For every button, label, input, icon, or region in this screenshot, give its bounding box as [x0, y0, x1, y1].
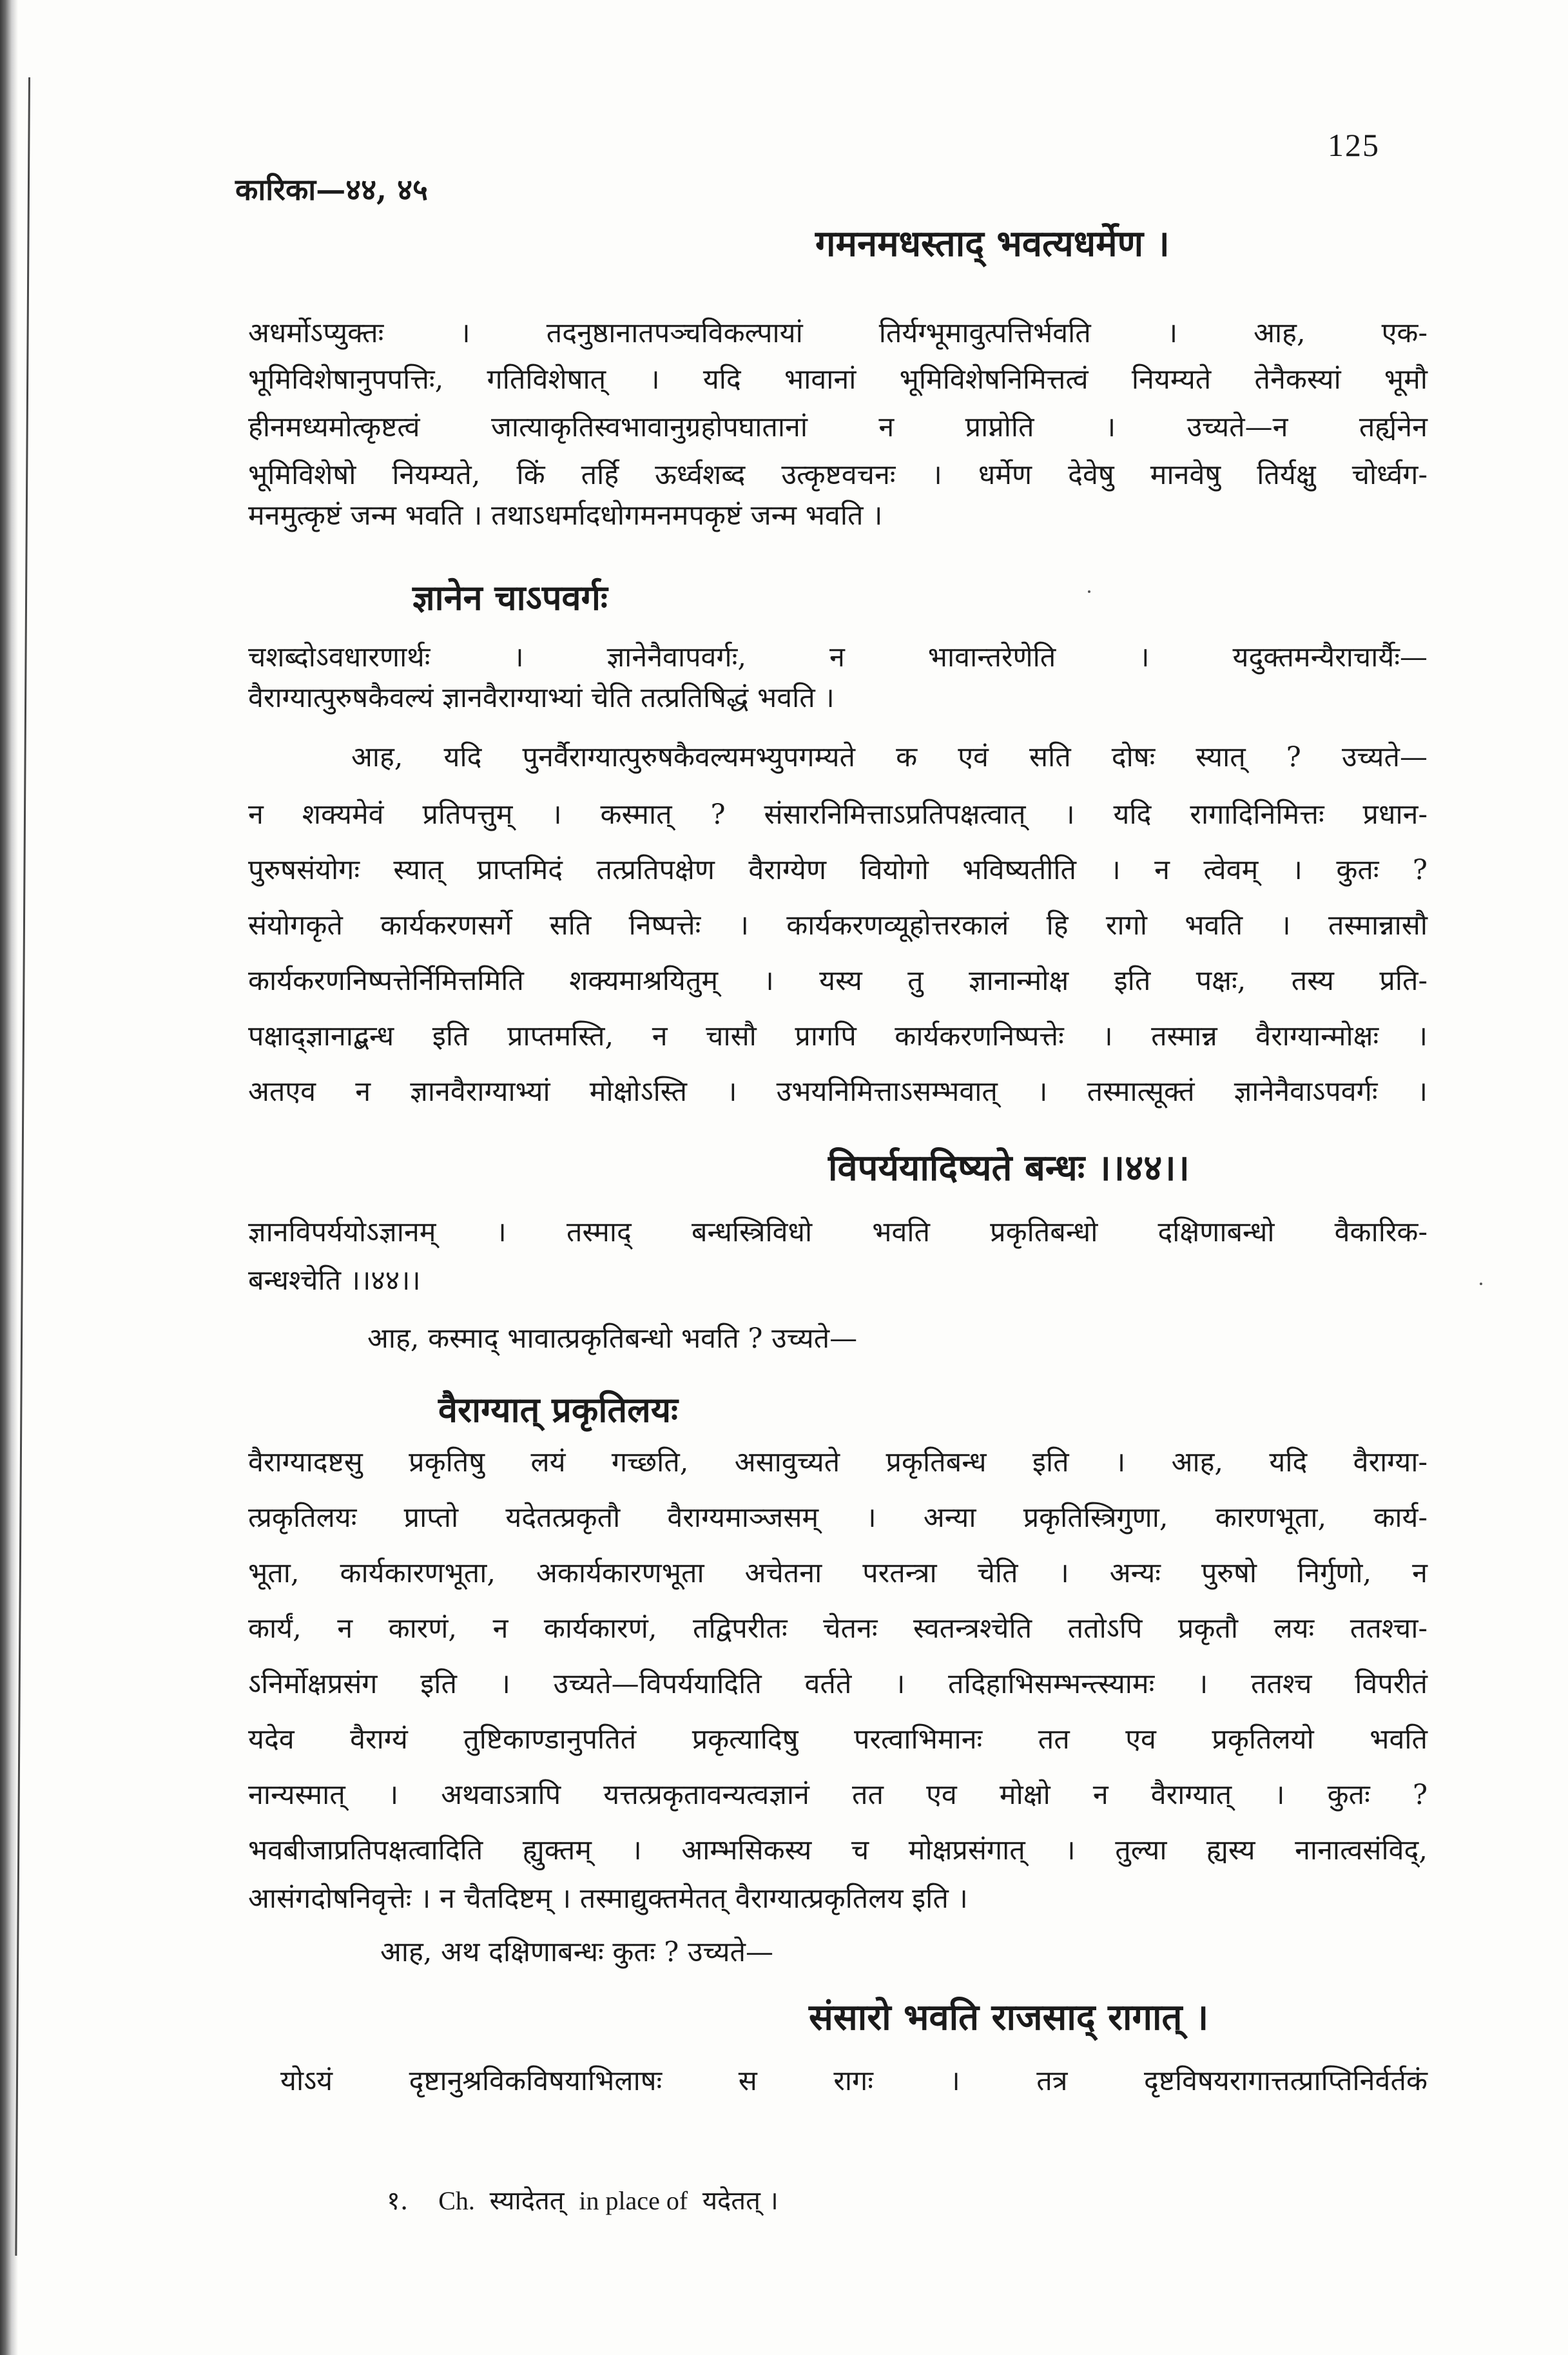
para-6-line-4: कार्यं, न कारणं, न कार्यकारणं, तद्विपरीतः चेतनः स्वतन्त्रश्चेति ततोऽपि प्रकृतौ लयः ततश्चा-	[248, 1613, 1428, 1645]
footnote-original: यदेतत् ।	[702, 2186, 779, 2216]
para-1-line-4: भूमिविशेषो नियम्यते, किं तर्हि ऊर्ध्वशब्द उत्कृष्टवचनः । धर्मेण देवेषु मानवेषु तिर्यक्षु चोर्ध्वग-	[248, 459, 1428, 491]
para-6-line-8: भवबीजाप्रतिपक्षत्वादिति ह्युक्तम् । आम्भसिकस्य च मोक्षप्रसंगात् । तुल्या ह्यस्य नानात्वसंविद्,	[248, 1834, 1428, 1866]
para-3-line-3: पुरुषसंयोगः स्यात् प्राप्तमिदं तत्प्रतिपक्षेण वैराग्येण वियोगो भविष्यतीति । न त्वेवम् । कुतः ?	[248, 854, 1428, 886]
running-header: कारिका—४४, ४५	[235, 172, 428, 207]
footnote-reading: स्यादेतत्	[489, 2186, 565, 2216]
para-2-line-1: चशब्दोऽवधारणार्थः । ज्ञानेनैवापवर्गः, न भावान्तरेणेति । यदुक्तमन्यैराचार्यैः—	[248, 641, 1428, 674]
para-5: आह, कस्माद् भावात्प्रकृतिबन्धो भवति ? उच्यते—	[367, 1323, 858, 1355]
para-1-line-3: हीनमध्यमोत्कृष्टत्वं जात्याकृतिस्वभावानुग्रहोपघातानां न प्राप्नोति । उच्यते—न तर्ह्यनेन	[248, 411, 1428, 443]
binding-edge	[0, 0, 18, 2355]
para-3-line-2: न शक्यमेवं प्रतिपत्तुम् । कस्मात् ? संसारनिमित्ताऽप्रतिपक्षत्वात् । यदि रागादिनिमित्तः प्रधान-	[248, 799, 1428, 831]
para-1-line-1: अधर्मोऽप्युक्तः । तदनुष्ठानातपञ्चविकल्पायां तिर्यग्भूमावुत्पत्तिर्भवति । आह, एक-	[248, 317, 1428, 349]
para-6-line-6: यदेव वैराग्यं तुष्टिकाण्डानुपतितं प्रकृत्यादिषु परत्वाभिमानः तत एव प्रकृतिलयो भवति	[248, 1723, 1428, 1756]
verse-gamanam: गमनमधस्ताद् भवत्यधर्मेण ।	[815, 222, 1170, 265]
para-1-line-5: मनमुत्कृष्टं जन्म भवति । तथाऽधर्मादधोगमनमपकृष्टं जन्म भवति ।	[248, 499, 883, 532]
verse-viparyayat: विपर्ययादिष्यते बन्धः ।।४४।।	[828, 1147, 1190, 1189]
page-number: 125	[1328, 127, 1380, 163]
verse-jnanena: ज्ञानेन चाऽपवर्गः	[412, 577, 608, 618]
footnote-phrase: in place of	[579, 2186, 688, 2215]
para-6-line-5: ऽनिर्मोक्षप्रसंग इति । उच्यते—विपर्ययादिति वर्तते । तदिहाभिसम्भन्त्स्यामः । ततश्च विपरीतं	[248, 1668, 1428, 1700]
para-6-line-2: त्प्रकृतिलयः प्राप्तो यदेतत्प्रकृतौ वैराग्यमाञ्जसम् । अन्या प्रकृतिस्त्रिगुणा, कारणभूता, कार्य-	[248, 1502, 1428, 1534]
scan-speck	[1480, 1283, 1482, 1285]
verse-vairagyat: वैराग्यात् प्रकृतिलयः	[438, 1389, 678, 1430]
para-8: योऽयं दृष्टानुश्रविकविषयाभिलाषः स रागः । तत्र दृष्टविषयरागात्तत्प्राप्तिनिर्वर्तकं	[280, 2065, 1428, 2097]
para-6-line-3: भूता, कार्यकारणभूता, अकार्यकारणभूता अचेतना परतन्त्रा चेति । अन्यः पुरुषो निर्गुणो, न	[248, 1557, 1428, 1589]
para-6-line-1: वैराग्यादष्टसु प्रकृतिषु लयं गच्छति, असावुच्यते प्रकृतिबन्ध इति । आह, यदि वैराग्या-	[248, 1446, 1428, 1478]
para-7: आह, अथ दक्षिणाबन्धः कुतः ? उच्यते—	[380, 1936, 774, 1968]
para-3-line-7: अतएव न ज्ञानवैराग्याभ्यां मोक्षोऽस्ति । उभयनिमित्ताऽसम्भवात् । तस्मात्सूक्तं ज्ञानेनैवाऽपवर्गः ।	[248, 1076, 1428, 1108]
footnote-source: Ch.	[438, 2186, 475, 2215]
para-3-line-6: पक्षाद्ज्ञानाद्बन्ध इति प्राप्तमस्ति, न चासौ प्रागपि कार्यकरणनिष्पत्तेः । तस्मान्न वैराग्यान्मोक्षः ।	[248, 1020, 1428, 1052]
para-4-line-2: बन्धश्चेति ।।४४।।	[248, 1265, 421, 1297]
para-4-line-1: ज्ञानविपर्ययोऽज्ञानम् । तस्माद् बन्धस्त्रिविधो भवति प्रकृतिबन्धो दक्षिणाबन्धो वैकारिक-	[248, 1216, 1428, 1248]
para-6-line-7: नान्यस्मात् । अथवाऽत्रापि यत्तत्प्रकृतावन्यत्वज्ञानं तत एव मोक्षो न वैराग्यात् । कुतः ?	[248, 1779, 1428, 1811]
para-3-line-1: आह, यदि पुनर्वैराग्यात्पुरुषकैवल्यमभ्युपगम्यते क एवं सति दोषः स्यात् ? उच्यते—	[351, 741, 1428, 773]
scan-speck	[1088, 590, 1090, 593]
para-6-line-9: आसंगदोषनिवृत्तेः । न चैतदिष्टम् । तस्माद्युक्तमेतत् वैराग्यात्प्रकृतिलय इति ।	[248, 1883, 968, 1915]
footnote	[387, 2182, 779, 2217]
para-3-line-4: संयोगकृते कार्यकरणसर्गे सति निष्पत्तेः । कार्यकरणव्यूहोत्तरकालं हि रागो भवति । तस्मान्नासौ	[248, 909, 1428, 942]
verse-samsaro: संसारो भवति राजसाद् रागात् ।	[809, 1996, 1209, 2039]
footnote-marker: १.	[387, 2186, 409, 2216]
para-2-line-2: वैराग्यात्पुरुषकैवल्यं ज्ञानवैराग्याभ्यां चेति तत्प्रतिषिद्धं भवति ।	[248, 682, 835, 714]
para-1-line-2: भूमिविशेषानुपपत्तिः, गतिविशेषात् । यदि भावानां भूमिविशेषनिमित्तत्वं नियम्यते तेनैकस्यां भूमौ	[248, 363, 1428, 396]
para-3-line-5: कार्यकरणनिष्पत्तेर्निमित्तमिति शक्यमाश्रयितुम् । यस्य तु ज्ञानान्मोक्ष इति पक्षः, तस्य प्रति-	[248, 965, 1428, 997]
